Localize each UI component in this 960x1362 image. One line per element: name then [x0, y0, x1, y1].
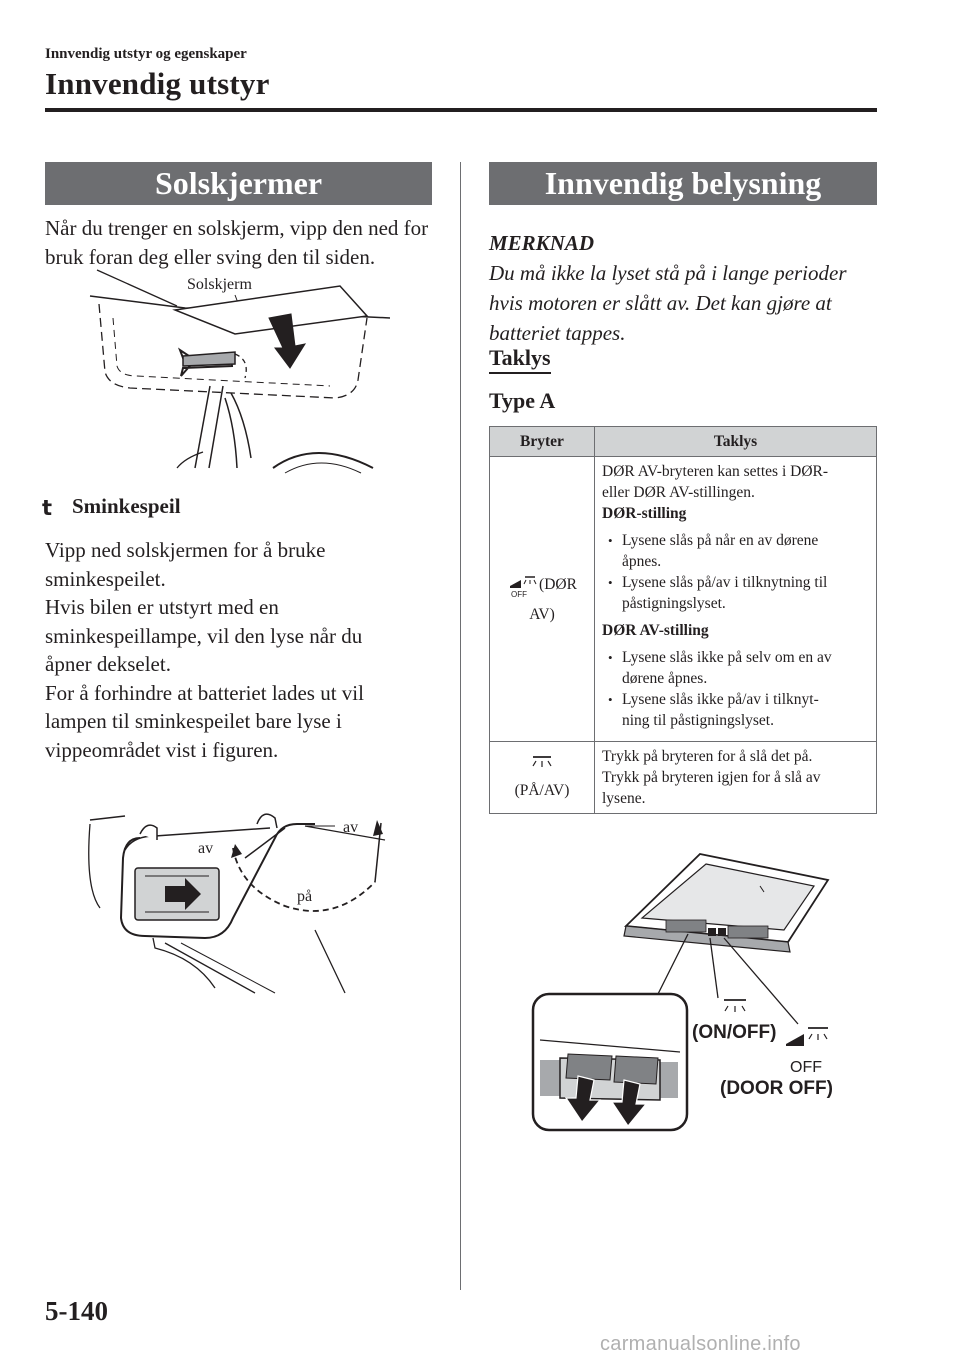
chapter-title: Innvendig utstyr og egenskaper	[45, 46, 247, 62]
text-line: Vipp ned solskjermen for å bruke	[45, 538, 326, 562]
switch-cell-on-off	[490, 742, 595, 814]
note-line: Du må ikke la lyset stå på i lange perioder	[489, 261, 847, 285]
page-number: 5-140	[45, 1296, 108, 1326]
text-line: For å forhindre at batteriet lades ut vil	[45, 680, 364, 705]
note-line: batteriet tappes.	[489, 321, 626, 345]
subsection-marker: t	[42, 496, 53, 520]
list-item: • Lysene slås på når en av dørene åpnes.	[602, 530, 869, 572]
lamp-icon	[527, 754, 557, 774]
switch-label: AV)	[529, 605, 555, 623]
table-header-switch: Bryter	[490, 427, 595, 457]
subheading-door-position: DØR-stilling	[602, 505, 687, 522]
subheading-door-off-position: DØR AV-stilling	[602, 622, 709, 639]
vanity-mirror-text	[45, 536, 445, 764]
header-rule	[45, 108, 877, 112]
text-line: sminkespeilet.	[45, 566, 166, 591]
note-line: hvis motoren er slått av. Det kan gjøre at	[489, 291, 832, 315]
sun-visor-illustration	[85, 268, 405, 478]
heading-type-a: Type A	[489, 388, 556, 413]
list-item: • Lysene slås ikke på selv om en av dørene åpnes.	[602, 647, 869, 689]
column-divider	[460, 162, 461, 1290]
text-line: Trykk på bryteren igjen for å slå av	[602, 769, 821, 786]
sun-visor-intro: Når du trenger en solskjerm, vipp den ned for bruk foran deg eller sving den til siden.	[45, 216, 429, 269]
door-off-icon	[507, 574, 537, 598]
table-header-lights: Taklys	[595, 427, 877, 457]
switch-table	[489, 426, 877, 814]
switch-cell-door-off	[490, 457, 595, 742]
heading-overhead-lights: Taklys	[489, 345, 551, 374]
on-off-label: (ON/OFF)	[692, 1022, 777, 1043]
text-line: Hvis bilen er utstyrt med en	[45, 595, 279, 619]
list-item: • Lysene slås ikke på/av i tilknyt- ning til påstigningslyset.	[602, 689, 869, 731]
note-title: MERKNAD	[489, 231, 595, 255]
text-line: eller DØR AV-stillingen.	[602, 484, 755, 501]
overhead-light-illustration	[528, 848, 848, 1138]
text-line: vippeområdet vist i figuren.	[45, 737, 279, 762]
section-title-sun-visors: Solskjermer	[45, 162, 432, 205]
door-off-label: (DOOR OFF)	[720, 1078, 833, 1099]
off-label: OFF	[790, 1059, 822, 1076]
page-title: Innvendig utstyr	[45, 66, 270, 101]
watermark: carmanualsonline.info	[600, 1333, 801, 1355]
switch-label: (DØR	[539, 575, 577, 593]
text-line: åpner dekselet.	[45, 652, 171, 676]
text-line: sminkespeillampe, vil den lyse når du	[45, 623, 363, 648]
angle-label-on: på	[297, 888, 313, 905]
subsection-heading-vanity-mirror: Sminkespeil	[72, 494, 181, 518]
on-off-description	[595, 742, 877, 814]
angle-label-off-left: av	[198, 840, 214, 857]
angle-label-off-right: av	[343, 819, 359, 836]
sun-visor-label: Solskjerm	[187, 276, 252, 293]
text-line: lampen til sminkespeilet bare lyse i	[45, 709, 342, 733]
icon-off-text: OFF	[511, 589, 528, 598]
switch-label: (PÅ/AV)	[514, 782, 570, 799]
list-item: • Lysene slås på/av i tilknytning til påstigningslyset.	[602, 572, 869, 614]
section-title-interior-lighting: Innvendig belysning	[489, 162, 877, 205]
table-row	[490, 457, 877, 742]
text-line: Trykk på bryteren for å slå det på.	[602, 748, 813, 765]
text-line: DØR AV-bryteren kan settes i DØR-	[602, 463, 829, 480]
door-off-description	[595, 457, 877, 742]
text-line: lysene.	[602, 790, 646, 807]
vanity-mirror-illustration	[85, 798, 405, 998]
note-box	[489, 228, 879, 348]
table-row	[490, 742, 877, 814]
